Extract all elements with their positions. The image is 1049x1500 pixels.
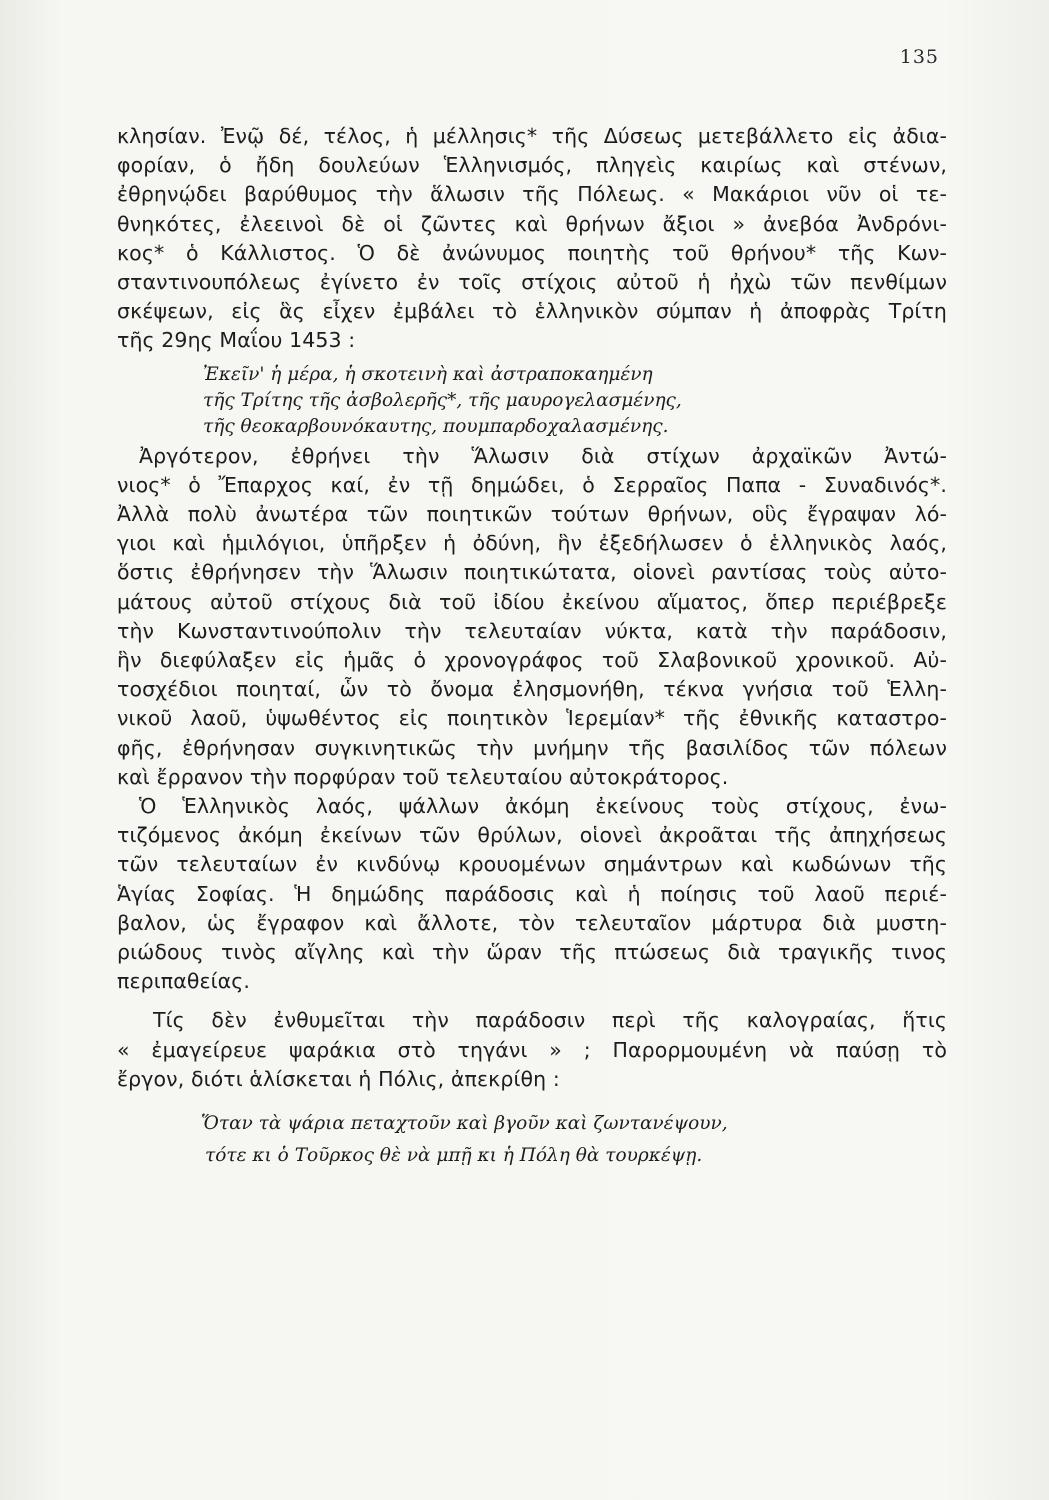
text-line: νικοῦ λαοῦ, ὑψωθέντος εἰς ποιητικὸν Ἱερεμίαν* τῆς ἐθνικῆς καταστρο- (117, 706, 947, 731)
text-line: σκέψεων, εἰς ἃς εἶχεν ἐμβάλει τὸ ἑλληνικὸν σύμπαν ἡ ἀποφρὰς Τρίτη (117, 299, 947, 324)
verse-line: Ἐκεῖν' ἡ μέρα, ἡ σκοτεινὴ καὶ ἀστραποκαημένη (203, 363, 653, 385)
text-line: καὶ ἔρρανον τὴν πορφύραν τοῦ τελευταίου αὐτοκράτορος. (117, 764, 729, 789)
text-line: κλησίαν. Ἐνῷ δέ, τέλος, ἡ μέλλησις* τῆς Δύσεως μετεβάλλετο εἰς ἀδια- (117, 124, 947, 148)
text-line: θνηκότες, ἐλεεινοὶ δὲ οἱ ζῶντες καὶ θρήνων ἄξιοι » ἀνεβόα Ἀνδρόνι- (117, 211, 947, 236)
text-line: σταντινουπόλεως ἐγίνετο ἐν τοῖς στίχοις αὐτοῦ ἡ ἠχὼ τῶν πενθίμων (117, 270, 947, 295)
verse-quote-tuesday (117, 362, 947, 440)
verse-line: τῆς Τρίτης τῆς ἀσβολερῆς*, τῆς μαυρογελασμένης, (203, 389, 682, 411)
text-line: φῆς, ἐθρήνησαν συγκινητικῶς τὴν μνήμην τῆς βασιλίδος τῶν πόλεων (117, 735, 947, 760)
text-line: τῶν τελευταίων ἐν κινδύνῳ κρουομένων σημάντρων καὶ κωδώνων τῆς (117, 852, 947, 877)
text-line: ριώδους τινὸς αἴγλης καὶ τὴν ὥραν τῆς πτώσεως διὰ τραγικῆς τινος (117, 940, 947, 965)
verse-line: Ὅταν τὰ ψάρια πεταχτοῦν καὶ βγοῦν καὶ ζωντανέψουν, (201, 1113, 728, 1135)
page-number: 135 (899, 46, 939, 68)
text-line: τῆς 29ης Μαΐου 1453 : (117, 328, 356, 353)
text-line: Τίς δὲν ἐνθυμεῖται τὴν παράδοσιν περὶ τῆς καλογραίας, ἥτις (153, 1008, 947, 1033)
text-line: ἐθρηνῴδει βαρύθυμος τὴν ἅλωσιν τῆς Πόλεως. « Μακάριοι νῦν οἱ τε- (117, 182, 947, 207)
text-line: τὴν Κωνσταντινούπολιν τὴν τελευταίαν νύκτα, κατὰ τὴν παράδοσιν, (117, 618, 947, 643)
text-line: τιζόμενος ἀκόμη ἐκείνων τῶν θρύλων, οἱονεὶ ἀκροᾶται τῆς ἀπηχήσεως (117, 823, 947, 848)
verse-line: τότε κι ὁ Τοῦρκος θὲ νὰ μπῇ κι ἡ Πόλη θὰ τουρκέψῃ. (205, 1145, 703, 1167)
text-line: τοσχέδιοι ποιηταί, ὧν τὸ ὄνομα ἐλησμονήθη, τέκνα γνήσια τοῦ Ἑλλη- (117, 677, 947, 702)
text-line: Ἀλλὰ πολὺ ἀνωτέρα τῶν ποιητικῶν τούτων θρήνων, οὓς ἔγραψαν λό- (117, 502, 947, 527)
paragraph-nun-legend (117, 1006, 947, 1094)
text-line: φορίαν, ὁ ἤδη δουλεύων Ἑλληνισμός, πληγεὶς καιρίως καὶ στένων, (117, 153, 947, 178)
text-line: ἣν διεφύλαξεν εἰς ἡμᾶς ὁ χρονογράφος τοῦ Σλαβονικοῦ χρονικοῦ. Αὐ- (117, 648, 947, 673)
text-line: νιος* ὁ Ἔπαρχος καί, ἐν τῇ δημώδει, ὁ Σερραῖος Παπα - Συναδινός*. (117, 472, 947, 497)
verse-line: τῆς θεοκαρβουνόκαυτης, πουμπαρδοχαλασμένης. (203, 415, 669, 437)
verse-quote-fish (117, 1108, 947, 1172)
paragraph-later-laments (117, 442, 947, 792)
text-line: μάτους αὐτοῦ στίχους διὰ τοῦ ἰδίου ἐκείνου αἵματος, ὅπερ περιέβρεξε (117, 589, 947, 614)
paragraph-greek-people (117, 792, 947, 996)
text-line: περιπαθείας. (117, 969, 251, 994)
text-line: « ἐμαγείρευε ψαράκια στὸ τηγάνι » ; Παρορμουμένη νὰ παύσῃ τὸ (117, 1037, 947, 1062)
text-line: γιοι καὶ ἡμιλόγιοι, ὑπῆρξεν ἡ ὀδύνη, ἣν ἐξεδήλωσεν ὁ ἑλληνικὸς λαός, (117, 531, 947, 556)
text-line: ὅστις ἐθρήνησεν τὴν Ἅλωσιν ποιητικώτατα, οἱονεὶ ραντίσας τοὺς αὐτο- (117, 560, 947, 585)
text-line: βαλον, ὡς ἔγραφον καὶ ἄλλοτε, τὸν τελευταῖον μάρτυρα διὰ μυστη- (117, 910, 947, 935)
paragraph-lament (117, 122, 947, 356)
text-line: ἔργον, διότι ἁλίσκεται ἡ Πόλις, ἀπεκρίθη : (117, 1066, 560, 1091)
text-line: Ἀργότερον, ἐθρήνει τὴν Ἅλωσιν διὰ στίχων ἀρχαϊκῶν Ἀντώ- (139, 443, 947, 468)
text-line: Ὁ Ἑλληνικὸς λαός, ψάλλων ἀκόμη ἐκείνους τοὺς στίχους, ἐνω- (139, 794, 947, 819)
text-line: κος* ὁ Κάλλιστος. Ὁ δὲ ἀνώνυμος ποιητὴς τοῦ θρήνου* τῆς Κων- (117, 240, 947, 265)
text-line: Ἁγίας Σοφίας. Ἡ δημώδης παράδοσις καὶ ἡ ποίησις τοῦ λαοῦ περιέ- (117, 881, 947, 906)
page-text (117, 122, 947, 1172)
